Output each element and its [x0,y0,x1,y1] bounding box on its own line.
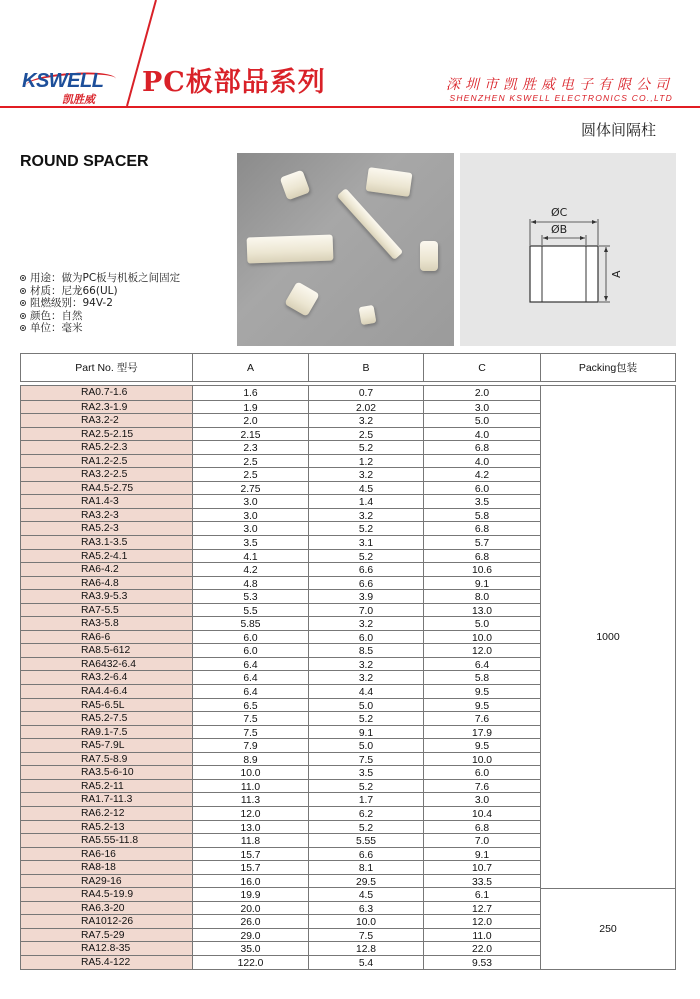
dim-b-cell: 8.1 [308,861,423,874]
dim-a-cell: 26.0 [192,915,308,928]
table-row [21,914,540,928]
dim-c-cell: 10.4 [423,807,540,820]
dim-c-cell: 12.0 [423,644,540,657]
dim-a-cell: 20.0 [192,902,308,915]
table-row [21,643,540,657]
spec-flammability: 阻燃级别：94V-2 [30,297,113,309]
header-part-no: Part No. 型号 [75,362,138,374]
dim-a-cell: 12.0 [192,807,308,820]
part-no-cell: RA3.5-6-10 [21,766,192,779]
dim-b-cell: 5.2 [308,550,423,563]
part-no-cell: RA5.4-122 [21,956,192,969]
table-row [21,833,540,847]
table-row [21,847,540,861]
dim-a-cell: 4.8 [192,577,308,590]
dim-c-cell: 11.0 [423,929,540,942]
table-row [21,887,540,901]
dim-b-cell: 6.6 [308,563,423,576]
dim-a-cell: 2.3 [192,441,308,454]
dim-c-cell: 10.7 [423,861,540,874]
dim-b-cell: 3.2 [308,658,423,671]
table-row [21,589,540,603]
dim-c-cell: 12.0 [423,915,540,928]
dim-c-cell: 3.0 [423,793,540,806]
table-row [21,576,540,590]
dim-b-cell: 3.2 [308,509,423,522]
bullet-icon [20,275,26,281]
dim-c-cell: 9.1 [423,848,540,861]
dim-c-cell: 7.6 [423,780,540,793]
dim-label-c: ØC [551,206,568,219]
dim-c-cell: 6.4 [423,658,540,671]
table-row [21,454,540,468]
table-row [21,955,540,969]
table-row [21,440,540,454]
part-no-cell: RA3.2-3 [21,509,192,522]
part-no-cell: RA5.2-2.3 [21,441,192,454]
dim-c-cell: 33.5 [423,875,540,888]
dim-a-cell: 2.75 [192,482,308,495]
dim-c-cell: 3.0 [423,401,540,414]
part-no-cell: RA6-6 [21,631,192,644]
table-body [20,385,676,970]
dim-b-cell: 3.1 [308,536,423,549]
part-no-cell: RA3.2-2 [21,414,192,427]
dim-a-cell: 7.9 [192,739,308,752]
dim-b-cell: 5.0 [308,739,423,752]
table-row [21,684,540,698]
dim-b-cell: 29.5 [308,875,423,888]
table-row [21,508,540,522]
table-row [21,792,540,806]
dim-b-cell: 12.8 [308,942,423,955]
bullet-icon [20,325,26,331]
product-title-en: ROUND SPACER [20,153,149,170]
dim-c-cell: 4.0 [423,455,540,468]
dim-a-cell: 1.6 [192,386,308,400]
part-no-cell: RA3.1-3.5 [21,536,192,549]
dim-a-cell: 4.2 [192,563,308,576]
dim-a-cell: 7.5 [192,726,308,739]
dim-a-cell: 10.0 [192,766,308,779]
table-row [21,630,540,644]
dim-c-cell: 17.9 [423,726,540,739]
dim-b-cell: 5.2 [308,441,423,454]
part-no-cell: RA6-4.8 [21,577,192,590]
dim-c-cell: 4.0 [423,428,540,441]
dim-a-cell: 35.0 [192,942,308,955]
dim-a-cell: 2.5 [192,455,308,468]
dim-c-cell: 13.0 [423,604,540,617]
dim-a-cell: 3.0 [192,495,308,508]
part-no-cell: RA6432-6.4 [21,658,192,671]
table-row [21,698,540,712]
dim-a-cell: 5.85 [192,617,308,630]
dim-c-cell: 9.5 [423,699,540,712]
table-row [21,941,540,955]
part-no-cell: RA4.5-2.75 [21,482,192,495]
part-no-cell: RA3.9-5.3 [21,590,192,603]
dim-b-cell: 9.1 [308,726,423,739]
table-row [21,901,540,915]
dim-b-cell: 6.6 [308,848,423,861]
packing-column [540,386,675,969]
dim-c-cell: 6.8 [423,441,540,454]
dim-b-cell: 3.9 [308,590,423,603]
dim-b-cell: 2.02 [308,401,423,414]
dim-b-cell: 5.2 [308,780,423,793]
part-no-cell: RA6.3-20 [21,902,192,915]
dim-c-cell: 6.0 [423,482,540,495]
part-no-cell: RA8-18 [21,861,192,874]
dim-c-cell: 7.0 [423,834,540,847]
dim-c-cell: 6.8 [423,821,540,834]
spec-item [20,310,180,323]
dim-b-cell: 7.5 [308,929,423,942]
table-row [21,481,540,495]
dim-b-cell: 5.0 [308,699,423,712]
part-no-cell: RA5.55-11.8 [21,834,192,847]
dim-b-cell: 6.3 [308,902,423,915]
header-rule [0,106,700,108]
dim-b-cell: 5.4 [308,956,423,969]
dim-b-cell: 10.0 [308,915,423,928]
dim-c-cell: 3.5 [423,495,540,508]
logo-cn-text: 凯胜威 [62,93,95,106]
part-no-cell: RA5.2-7.5 [21,712,192,725]
series-title: PC板部品系列 [142,67,326,98]
dim-c-cell: 22.0 [423,942,540,955]
dim-b-cell: 4.5 [308,888,423,901]
dimension-drawing [460,153,676,346]
header-c: C [423,354,540,381]
table-row [21,562,540,576]
dim-c-cell: 6.1 [423,888,540,901]
dim-c-cell: 12.7 [423,902,540,915]
spec-material: 材质：尼龙66(UL) [30,284,118,297]
dim-a-cell: 11.0 [192,780,308,793]
spec-item [20,272,180,285]
table-row [21,779,540,793]
table-row [21,521,540,535]
part-no-cell: RA3-5.8 [21,617,192,630]
spacer-photo-piece [284,281,320,317]
dim-b-cell: 4.5 [308,482,423,495]
part-no-cell: RA2.5-2.15 [21,428,192,441]
table-row [21,467,540,481]
dim-c-cell: 4.2 [423,468,540,481]
packing-cell: 1000 [596,630,620,643]
part-no-cell: RA3.2-6.4 [21,671,192,684]
table-row [21,725,540,739]
table-row [21,820,540,834]
company-name-en: SHENZHEN KSWELL ELECTRONICS CO.,LTD [449,93,673,103]
dim-a-cell: 11.3 [192,793,308,806]
part-no-cell: RA5-7.9L [21,739,192,752]
dim-c-cell: 6.8 [423,522,540,535]
dim-a-cell: 3.0 [192,509,308,522]
part-no-cell: RA5.2-11 [21,780,192,793]
dim-c-cell: 5.0 [423,414,540,427]
spacer-photo-piece [280,170,311,201]
part-no-cell: RA6-16 [21,848,192,861]
part-no-cell: RA1.7-11.3 [21,793,192,806]
part-no-cell: RA2.3-1.9 [21,401,192,414]
dim-a-cell: 6.5 [192,699,308,712]
dim-a-cell: 6.4 [192,658,308,671]
table-row [21,670,540,684]
part-no-cell: RA1.2-2.5 [21,455,192,468]
dimension-diagram-svg [460,153,676,346]
dim-c-cell: 10.0 [423,631,540,644]
dim-a-cell: 2.15 [192,428,308,441]
dim-a-cell: 15.7 [192,861,308,874]
dim-c-cell: 6.8 [423,550,540,563]
dim-b-cell: 6.2 [308,807,423,820]
company-name-cn: 深圳市凯胜威电子有限公司 [446,77,674,93]
dim-a-cell: 122.0 [192,956,308,969]
product-photo [237,153,454,346]
spec-item [20,297,180,310]
dim-a-cell: 29.0 [192,929,308,942]
dim-b-cell: 0.7 [308,386,423,400]
table-row [21,413,540,427]
part-no-cell: RA9.1-7.5 [21,726,192,739]
part-no-cell: RA5-6.5L [21,699,192,712]
dim-b-cell: 5.2 [308,522,423,535]
part-no-cell: RA7.5-8.9 [21,753,192,766]
dim-b-cell: 6.6 [308,577,423,590]
table-row [21,928,540,942]
table-row [21,549,540,563]
table-row [21,738,540,752]
dim-label-a: A [610,270,623,278]
dim-a-cell: 8.9 [192,753,308,766]
dim-b-cell: 1.4 [308,495,423,508]
dim-a-cell: 3.0 [192,522,308,535]
dim-a-cell: 4.1 [192,550,308,563]
dim-label-b: ØB [551,223,568,236]
dim-b-cell: 1.2 [308,455,423,468]
table-row [21,616,540,630]
spec-color: 颜色：自然 [30,309,83,322]
dim-a-cell: 1.9 [192,401,308,414]
dim-c-cell: 7.6 [423,712,540,725]
dim-a-cell: 13.0 [192,821,308,834]
dim-a-cell: 2.5 [192,468,308,481]
dim-b-cell: 5.2 [308,712,423,725]
header-packing: Packing包装 [540,354,675,381]
part-no-cell: RA6.2-12 [21,807,192,820]
dim-b-cell: 3.2 [308,617,423,630]
part-no-cell: RA7-5.5 [21,604,192,617]
part-no-cell: RA5.2-4.1 [21,550,192,563]
table-row [21,657,540,671]
part-no-cell: RA0.7-1.6 [21,386,192,400]
dim-b-cell: 5.55 [308,834,423,847]
part-no-cell: RA29-16 [21,875,192,888]
bullet-icon [20,300,26,306]
spacer-photo-piece [359,305,377,325]
packing-cell: 250 [541,888,675,969]
dim-c-cell: 10.6 [423,563,540,576]
dim-a-cell: 16.0 [192,875,308,888]
dim-c-cell: 10.0 [423,753,540,766]
dim-b-cell: 1.7 [308,793,423,806]
dim-b-cell: 3.5 [308,766,423,779]
dim-c-cell: 9.1 [423,577,540,590]
spec-unit: 单位：毫米 [30,322,83,334]
table-row [21,874,540,888]
table-row [21,806,540,820]
dim-a-cell: 5.3 [192,590,308,603]
dim-c-cell: 5.8 [423,509,540,522]
dim-a-cell: 6.4 [192,671,308,684]
header-b: B [308,354,423,381]
dim-c-cell: 9.53 [423,956,540,969]
table-rows [21,386,540,969]
spec-item [20,285,180,298]
table-header [20,353,676,382]
table-row [21,494,540,508]
dim-b-cell: 8.5 [308,644,423,657]
dim-a-cell: 11.8 [192,834,308,847]
part-no-cell: RA7.5-29 [21,929,192,942]
part-no-cell: RA4.5-19.9 [21,888,192,901]
dim-b-cell: 2.5 [308,428,423,441]
spacer-photo-piece [366,167,413,197]
part-no-cell: RA8.5-612 [21,644,192,657]
spacer-photo-piece [247,235,334,264]
spacer-photo-piece [337,188,403,260]
part-no-cell: RA5.2-3 [21,522,192,535]
spec-usage: 用途：做为PC板与机板之间固定 [30,272,181,284]
part-no-cell: RA5.2-13 [21,821,192,834]
dim-a-cell: 5.5 [192,604,308,617]
dim-a-cell: 19.9 [192,888,308,901]
dim-c-cell: 2.0 [423,386,540,400]
dim-b-cell: 6.0 [308,631,423,644]
table-row [21,400,540,414]
spacer-table [20,353,676,970]
bullet-icon [20,313,26,319]
bullet-icon [20,288,26,294]
table-row [21,386,540,400]
dim-b-cell: 3.2 [308,468,423,481]
dim-b-cell: 7.5 [308,753,423,766]
table-row [21,711,540,725]
logo-wordmark: KSWELL [22,70,104,92]
table-row [21,427,540,441]
table-row [21,603,540,617]
header-a: A [192,354,308,381]
dim-a-cell: 6.0 [192,644,308,657]
table-row [21,535,540,549]
dim-a-cell: 6.0 [192,631,308,644]
dim-b-cell: 3.2 [308,414,423,427]
table-row [21,765,540,779]
part-no-cell: RA6-4.2 [21,563,192,576]
dim-b-cell: 4.4 [308,685,423,698]
dim-a-cell: 7.5 [192,712,308,725]
dim-a-cell: 15.7 [192,848,308,861]
part-no-cell: RA1.4-3 [21,495,192,508]
part-no-cell: RA4.4-6.4 [21,685,192,698]
dim-c-cell: 5.7 [423,536,540,549]
dim-a-cell: 3.5 [192,536,308,549]
dim-b-cell: 5.2 [308,821,423,834]
part-no-cell: RA12.8-35 [21,942,192,955]
spec-list [20,272,180,335]
dim-c-cell: 5.0 [423,617,540,630]
dim-c-cell: 8.0 [423,590,540,603]
dim-c-cell: 9.5 [423,739,540,752]
product-title-cn: 圆体间隔柱 [580,121,656,139]
dim-b-cell: 7.0 [308,604,423,617]
part-no-cell: RA1012-26 [21,915,192,928]
dim-a-cell: 6.4 [192,685,308,698]
dim-c-cell: 9.5 [423,685,540,698]
table-row [21,752,540,766]
dim-c-cell: 6.0 [423,766,540,779]
spacer-photo-piece [420,241,438,271]
dim-b-cell: 3.2 [308,671,423,684]
dim-a-cell: 2.0 [192,414,308,427]
part-no-cell: RA3.2-2.5 [21,468,192,481]
dim-c-cell: 5.8 [423,671,540,684]
table-row [21,860,540,874]
spec-item [20,322,180,335]
